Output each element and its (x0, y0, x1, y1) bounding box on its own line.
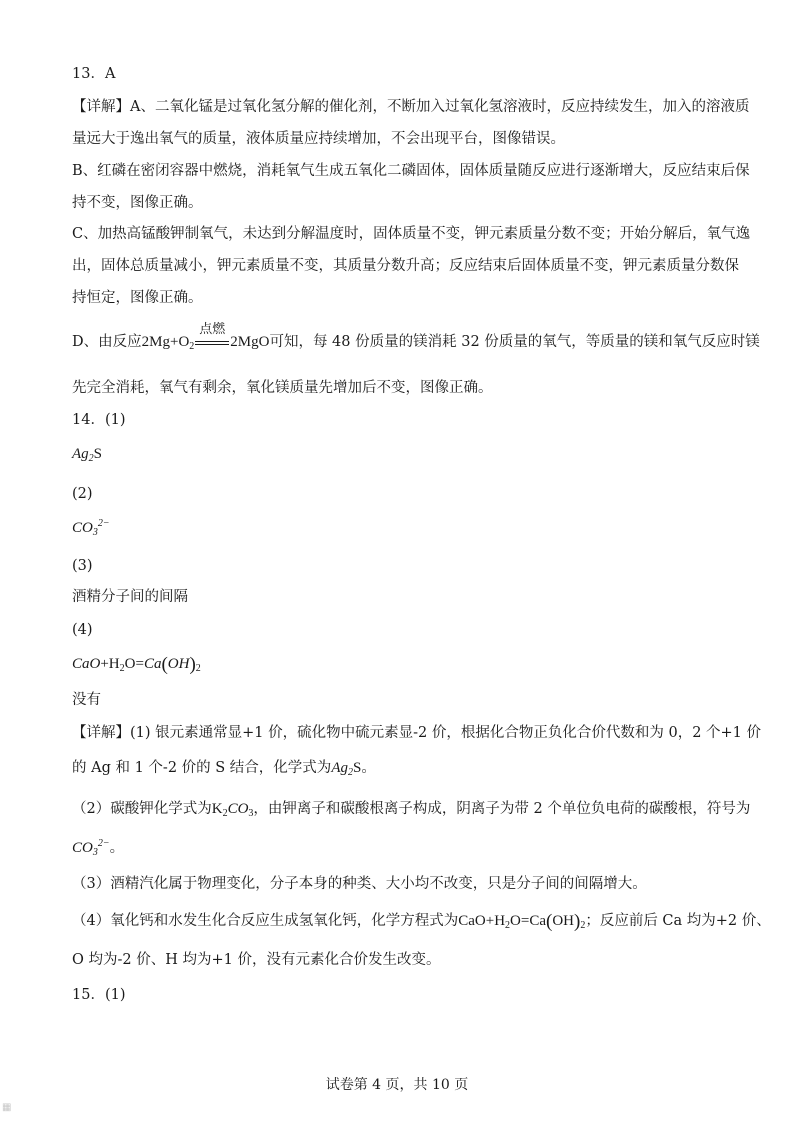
q14-detail-4-suffix: ；反应前后 Ca 均为+2 价、 (585, 913, 771, 929)
q14-detail-4-line2: O 均为-2 价、H 均为+1 价，没有元素化合价发生改变。 (72, 952, 441, 968)
q13-detail-a-line2: 量远大于逸出氧气的质量，液体质量应持续增加，不会出现平台，图像错误。 (72, 131, 565, 147)
q14-part4-label: (4) (72, 622, 93, 638)
q14-part3-label: (3) (72, 558, 93, 574)
q15-number: 15．(1) (72, 987, 126, 1003)
q13-detail-d-suffix: 可知，每 48 份质量的镁消耗 32 份质量的氧气，等质量的镁和氧气反应时镁 (269, 334, 760, 350)
q13-detail-c-line3: 持恒定，图像正确。 (72, 290, 203, 306)
q13-detail-a-line1: 【详解】A、二氧化锰是过氧化氢分解的催化剂，不断加入过氧化氢溶液时，反应持续发生，加入的溶液质 (72, 99, 750, 115)
equation-cao-h2o: $CaO+H_2O=Ca(OH)_2$ (458, 911, 586, 932)
q14-detail-1-line1: 【详解】(1) 银元素通常显+1 价，硫化物中硫元素显-2 价，根据化合物正负化合价代数和为 0，2 个+1 价 (72, 725, 762, 741)
period: 。 (109, 840, 125, 856)
equation-mg-o2: $2Mg+O_2$ (141, 334, 195, 352)
page-footer: 试卷第 4 页，共 10 页 (325, 1077, 469, 1093)
reaction-condition-text: 点燃 (199, 322, 226, 337)
q14-part2-label: (2) (72, 486, 93, 502)
q14-detail-2-line1 (72, 799, 750, 819)
reaction-condition-arrow (195, 322, 229, 352)
q13-detail-d-line2: 先完全消耗，氧气有剩余，氧化镁质量先增加后不变，图像正确。 (72, 380, 493, 396)
q14-number: 14．(1) (72, 412, 126, 428)
q13-number: 13．A (72, 66, 116, 82)
period: 。 (361, 760, 376, 776)
q13-detail-c-line2: 出，固体总质量减小，钾元素质量不变，其质量分数升高；反应结束后固体质量不变，钾元素质量分数保 (72, 258, 739, 274)
q14-answer4-equation: $CaO+H_2O=Ca(OH)_2$ (72, 654, 201, 675)
q14-detail-2-suffix: ，由钾离子和碳酸根离子构成，阴离子为带 2 个单位负电荷的碳酸根，符号为 (253, 801, 751, 817)
q14-detail-1-line2-text: 的 Ag 和 1 个-2 价的 S 结合，化学式为 (72, 760, 332, 776)
formula-k2co3: $K_2CO_3$ (211, 801, 254, 819)
q13-detail-c-line1: C、加热高锰酸钾制氧气，未达到分解温度时，固体质量不变，钾元素质量分数不变；开始分解后，氧气逸 (72, 226, 751, 242)
q14-detail-4-prefix: （4）氧化钙和水发生化合反应生成氢氧化钙，化学方程式为 (72, 913, 459, 929)
q14-answer2-formula-co3: $CO_3^{2-}$ (72, 518, 110, 538)
formula-co3-ion: $CO_3^{2-}$ (72, 838, 110, 858)
equation-mgo: 2MgO (230, 334, 270, 350)
q14-detail-2-line2 (72, 838, 124, 858)
q13-detail-b-line2: 持不变，图像正确。 (72, 195, 203, 211)
q14-answer3: 酒精分子间的间隔 (72, 589, 188, 605)
q14-detail-1-line2 (72, 758, 376, 778)
q14-answer1-formula-ag2s: $Ag_2S$ (72, 446, 103, 464)
corner-watermark-icon: ▦ (2, 1102, 12, 1113)
q13-detail-b-line1: B、红磷在密闭容器中燃烧，消耗氧气生成五氧化二磷固体，固体质量随反应进行逐渐增大，反应结束后保 (72, 163, 750, 179)
q14-answer4-text: 没有 (72, 692, 101, 708)
q14-detail-4-line1 (72, 911, 771, 932)
formula-ag2s: $Ag_2S$ (331, 760, 362, 778)
q13-detail-d-prefix: D、由反应 (72, 334, 142, 350)
q14-detail-2-prefix: （2）碳酸钾化学式为 (72, 801, 212, 817)
q13-detail-d-line1 (72, 322, 760, 352)
q14-detail-3: （3）酒精汽化属于物理变化，分子本身的种类、大小均不改变，只是分子间的间隔增大。 (72, 876, 647, 892)
